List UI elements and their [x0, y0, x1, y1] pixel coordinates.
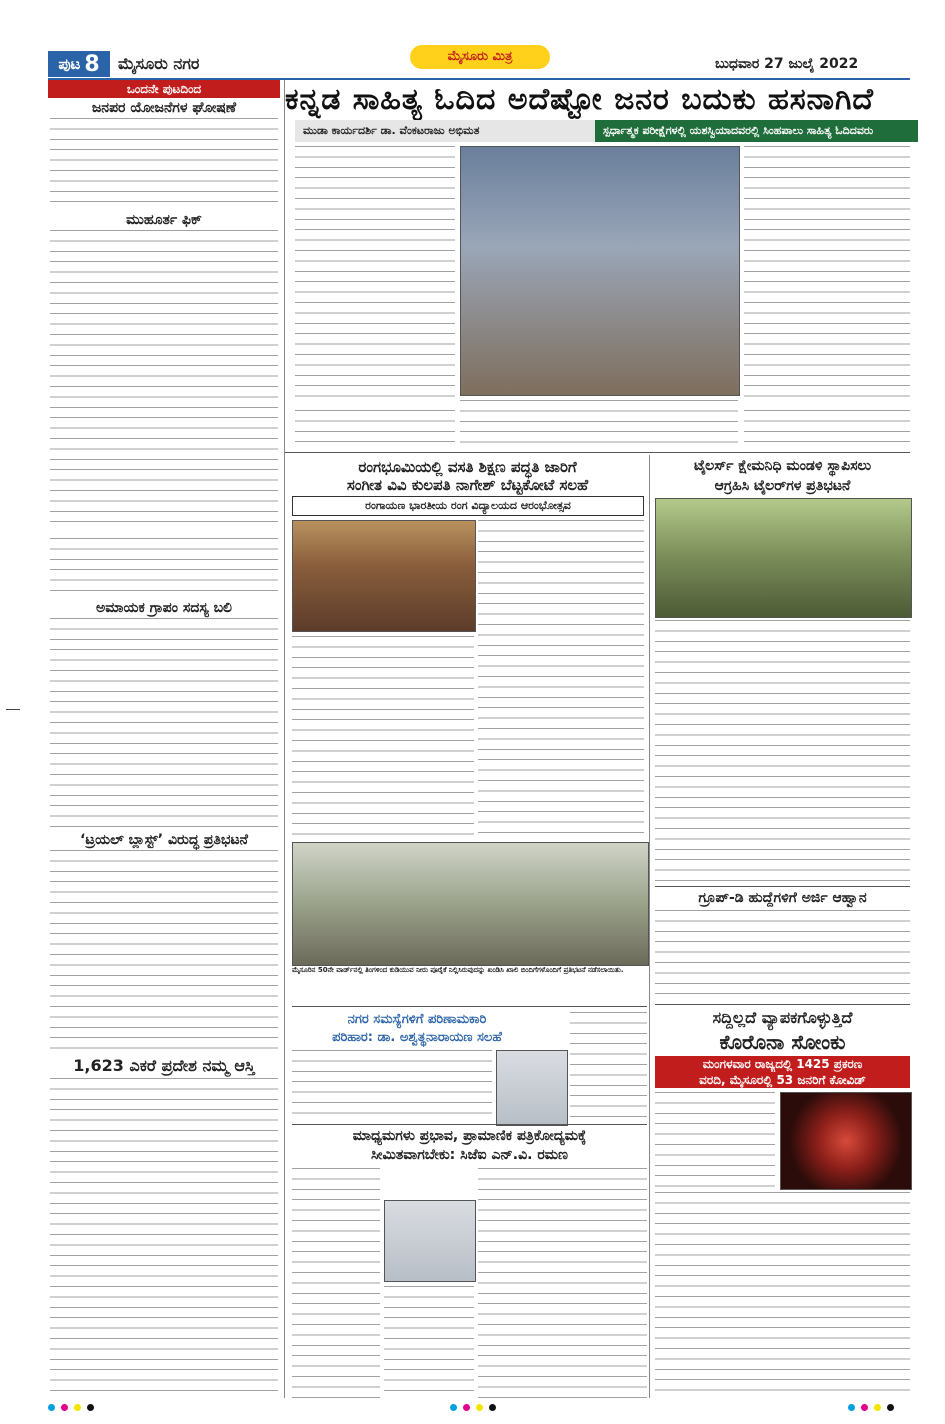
tailors-headline-1: ಟೈಲರ್ಸ್ ಕ್ಷೇಮನಿಧಿ ಮಂಡಳಿ ಸ್ಥಾಪಿಸಲು [693, 458, 872, 474]
lead-body [295, 146, 455, 404]
lead-subhead-left: ಮುಡಾ ಕಾರ್ಯದರ್ಶಿ ಡಾ. ವೆಂಕಟರಾಜು ಅಭಿಮತ [295, 120, 603, 142]
city-body [570, 1012, 647, 1120]
column-divider [284, 80, 285, 1398]
color-registration-marks [848, 1404, 894, 1414]
tailors-body [655, 620, 910, 882]
virus-image [780, 1092, 912, 1190]
media-headline-2: ಸೀಮಿತವಾಗಬೇಕು: ಸಿಜೆಐ ಎನ್.ವಿ. ರಮಣ [371, 1147, 568, 1163]
color-registration-marks [450, 1404, 496, 1414]
column-divider [649, 455, 650, 1398]
yellow-dot [874, 1404, 881, 1411]
story-body [50, 1078, 278, 1398]
covid-bar-1: ಮಂಗಳವಾರ ರಾಜ್ಯದಲ್ಲಿ 1425 ಪ್ರಕರಣ [655, 1056, 910, 1072]
black-dot [887, 1404, 894, 1411]
story-body [50, 850, 278, 1050]
black-dot [87, 1404, 94, 1411]
story-body [50, 538, 278, 600]
media-body [384, 1286, 474, 1398]
lead-headline: ಕನ್ನಡ ಸಾಹಿತ್ಯ ಓದಿದ ಅದೆಷ್ಟೋ ಜನರ ಬದುಕು ಹಸನಾಗಿದೆ [285, 82, 874, 117]
crop-mark [6, 709, 20, 710]
tailors-headline-2: ಆಗ್ರಹಿಸಿ ಟೈಲರ್‌ಗಳ ಪ್ರತಿಭಟನೆ [714, 478, 851, 494]
story-title: 1,623 ಎಕರೆ ಪ್ರದೇಶ ನಮ್ಮ ಆಸ್ತಿ [73, 1056, 255, 1075]
magenta-dot [861, 1404, 868, 1411]
page-number-tag [48, 51, 110, 77]
media-body [478, 1168, 647, 1398]
continued-banner: ಒಂದನೇ ಪುಟದಿಂದ [48, 80, 280, 98]
groupd-headline: ಗ್ರೂಪ್-ಡಿ ಹುದ್ದೆಗಳಿಗೆ ಅರ್ಜಿ ಆಹ್ವಾನ [698, 890, 867, 906]
media-headline-1: ಮಾಧ್ಯಮಗಳು ಪ್ರಭಾವ, ಪ್ರಾಮಾಣಿಕ ಪತ್ರಿಕೋದ್ಯಮಕ್ಕೆ [352, 1128, 587, 1144]
rangayana-subhead: ರಂಗಾಯಣ ಭಾರತೀಯ ರಂಗ ವಿದ್ಯಾಲಯದ ಆರಂಭೋತ್ಸವ [292, 496, 644, 516]
magenta-dot [463, 1404, 470, 1411]
story-body [50, 118, 278, 210]
minister-photo [496, 1050, 568, 1126]
city-body [292, 1050, 492, 1120]
yellow-dot [476, 1404, 483, 1411]
section-rule [655, 1004, 910, 1005]
lead-body [295, 410, 455, 450]
story-body [50, 618, 278, 828]
color-registration-marks [48, 1404, 94, 1414]
covid-bar-2: ವರದಿ, ಮೈಸೂರಲ್ಲಿ 53 ಜನರಿಗೆ ಕೋವಿಡ್ [655, 1072, 910, 1088]
cyan-dot [48, 1404, 55, 1411]
lead-body [744, 146, 910, 404]
covid-body [655, 1092, 775, 1188]
page-number: 8 [84, 51, 100, 77]
story-title: ಮುಹೂರ್ತ ಫಿಕ್ [126, 212, 202, 228]
section-rule [655, 886, 910, 887]
story-title: ಅಮಾಯಕ ಗ್ರಾಪಂ ಸದಸ್ಯ ಬಲಿ [96, 600, 232, 616]
masthead-logo: ಮೈಸೂರು ಮಿತ್ರ [410, 45, 550, 69]
cyan-dot [450, 1404, 457, 1411]
protest-photo [292, 842, 649, 966]
section-rule [292, 1006, 647, 1007]
groupd-body [655, 910, 910, 1000]
covid-body [655, 1192, 910, 1398]
event-photo [460, 146, 740, 396]
tailors-protest-photo [655, 498, 912, 618]
section-name: ಮೈಸೂರು ನಗರ [118, 54, 200, 73]
section-rule [285, 452, 910, 453]
covid-headline-2: ಕೊರೊನಾ ಸೋಂಕು [719, 1030, 846, 1054]
rangayana-headline-2: ಸಂಗೀತ ವಿವಿ ಕುಲಪತಿ ನಾಗೇಶ್ ಬೆಟ್ಟಕೋಟೆ ಸಲಹೆ [346, 476, 589, 494]
magenta-dot [61, 1404, 68, 1411]
lead-body [460, 400, 738, 450]
lead-body [744, 410, 910, 450]
black-dot [489, 1404, 496, 1411]
story-body [50, 230, 278, 530]
dateline: ಬುಧವಾರ 27 ಜುಲೈ 2022 [715, 56, 859, 72]
cyan-dot [848, 1404, 855, 1411]
protest-photo-caption: ಮೈಸೂರಿನ 50ನೇ ವಾರ್ಡ್‌ನಲ್ಲಿ ತಿಂಗಳಿಂದ ಕುಡಿಯುವ ನೀರು ಪೂರೈಕೆ ನಿಲ್ಲಿಸಿರುವುದನ್ನು ಖಂಡಿಸಿ ಖಾಲಿ ಬಿಂದಿಗೆಗಳೊಂದಿಗೆ ಪ್ರತಿಭಟನೆ ನಡೆಸಲಾಯಿತು. [292, 966, 624, 974]
stage-photo [292, 520, 476, 632]
page-label: ಪುಟ [58, 55, 81, 73]
story-title: ಜನಪರ ಯೋಜನೆಗಳ ಘೋಷಣೆ [91, 100, 237, 116]
city-headline-1: ನಗರ ಸಮಸ್ಯೆಗಳಿಗೆ ಪರಿಣಾಮಕಾರಿ [347, 1012, 487, 1027]
yellow-dot [74, 1404, 81, 1411]
covid-headline-1: ಸದ್ದಿಲ್ಲದೆ ವ್ಯಾಪಕಗೊಳ್ಳುತ್ತಿದೆ [712, 1008, 853, 1027]
section-rule [292, 1124, 647, 1125]
rangayana-body [478, 520, 644, 836]
story-title: ‘ಟ್ರಯಲ್ ಬ್ಲಾಸ್ಟ್’ ವಿರುದ್ಧ ಪ್ರತಿಭಟನೆ [80, 832, 248, 848]
cji-photo [384, 1200, 476, 1282]
rangayana-headline-1: ರಂಗಭೂಮಿಯಲ್ಲಿ ವಸತಿ ಶಿಕ್ಷಣ ಪದ್ಧತಿ ಜಾರಿಗೆ [358, 458, 577, 476]
rangayana-body [292, 636, 474, 836]
lead-subhead-right: ಸ್ಪರ್ಧಾತ್ಮಕ ಪರೀಕ್ಷೆಗಳಲ್ಲಿ ಯಶಸ್ವಿಯಾದವರಲ್ಲಿ ಸಿಂಹಪಾಲು ಸಾಹಿತ್ಯ ಓದಿದವರು [595, 120, 918, 142]
city-headline-2: ಪರಿಹಾರ: ಡಾ. ಅಶ್ವತ್ಥನಾರಾಯಣ ಸಲಹೆ [332, 1030, 502, 1045]
media-body [292, 1168, 380, 1398]
